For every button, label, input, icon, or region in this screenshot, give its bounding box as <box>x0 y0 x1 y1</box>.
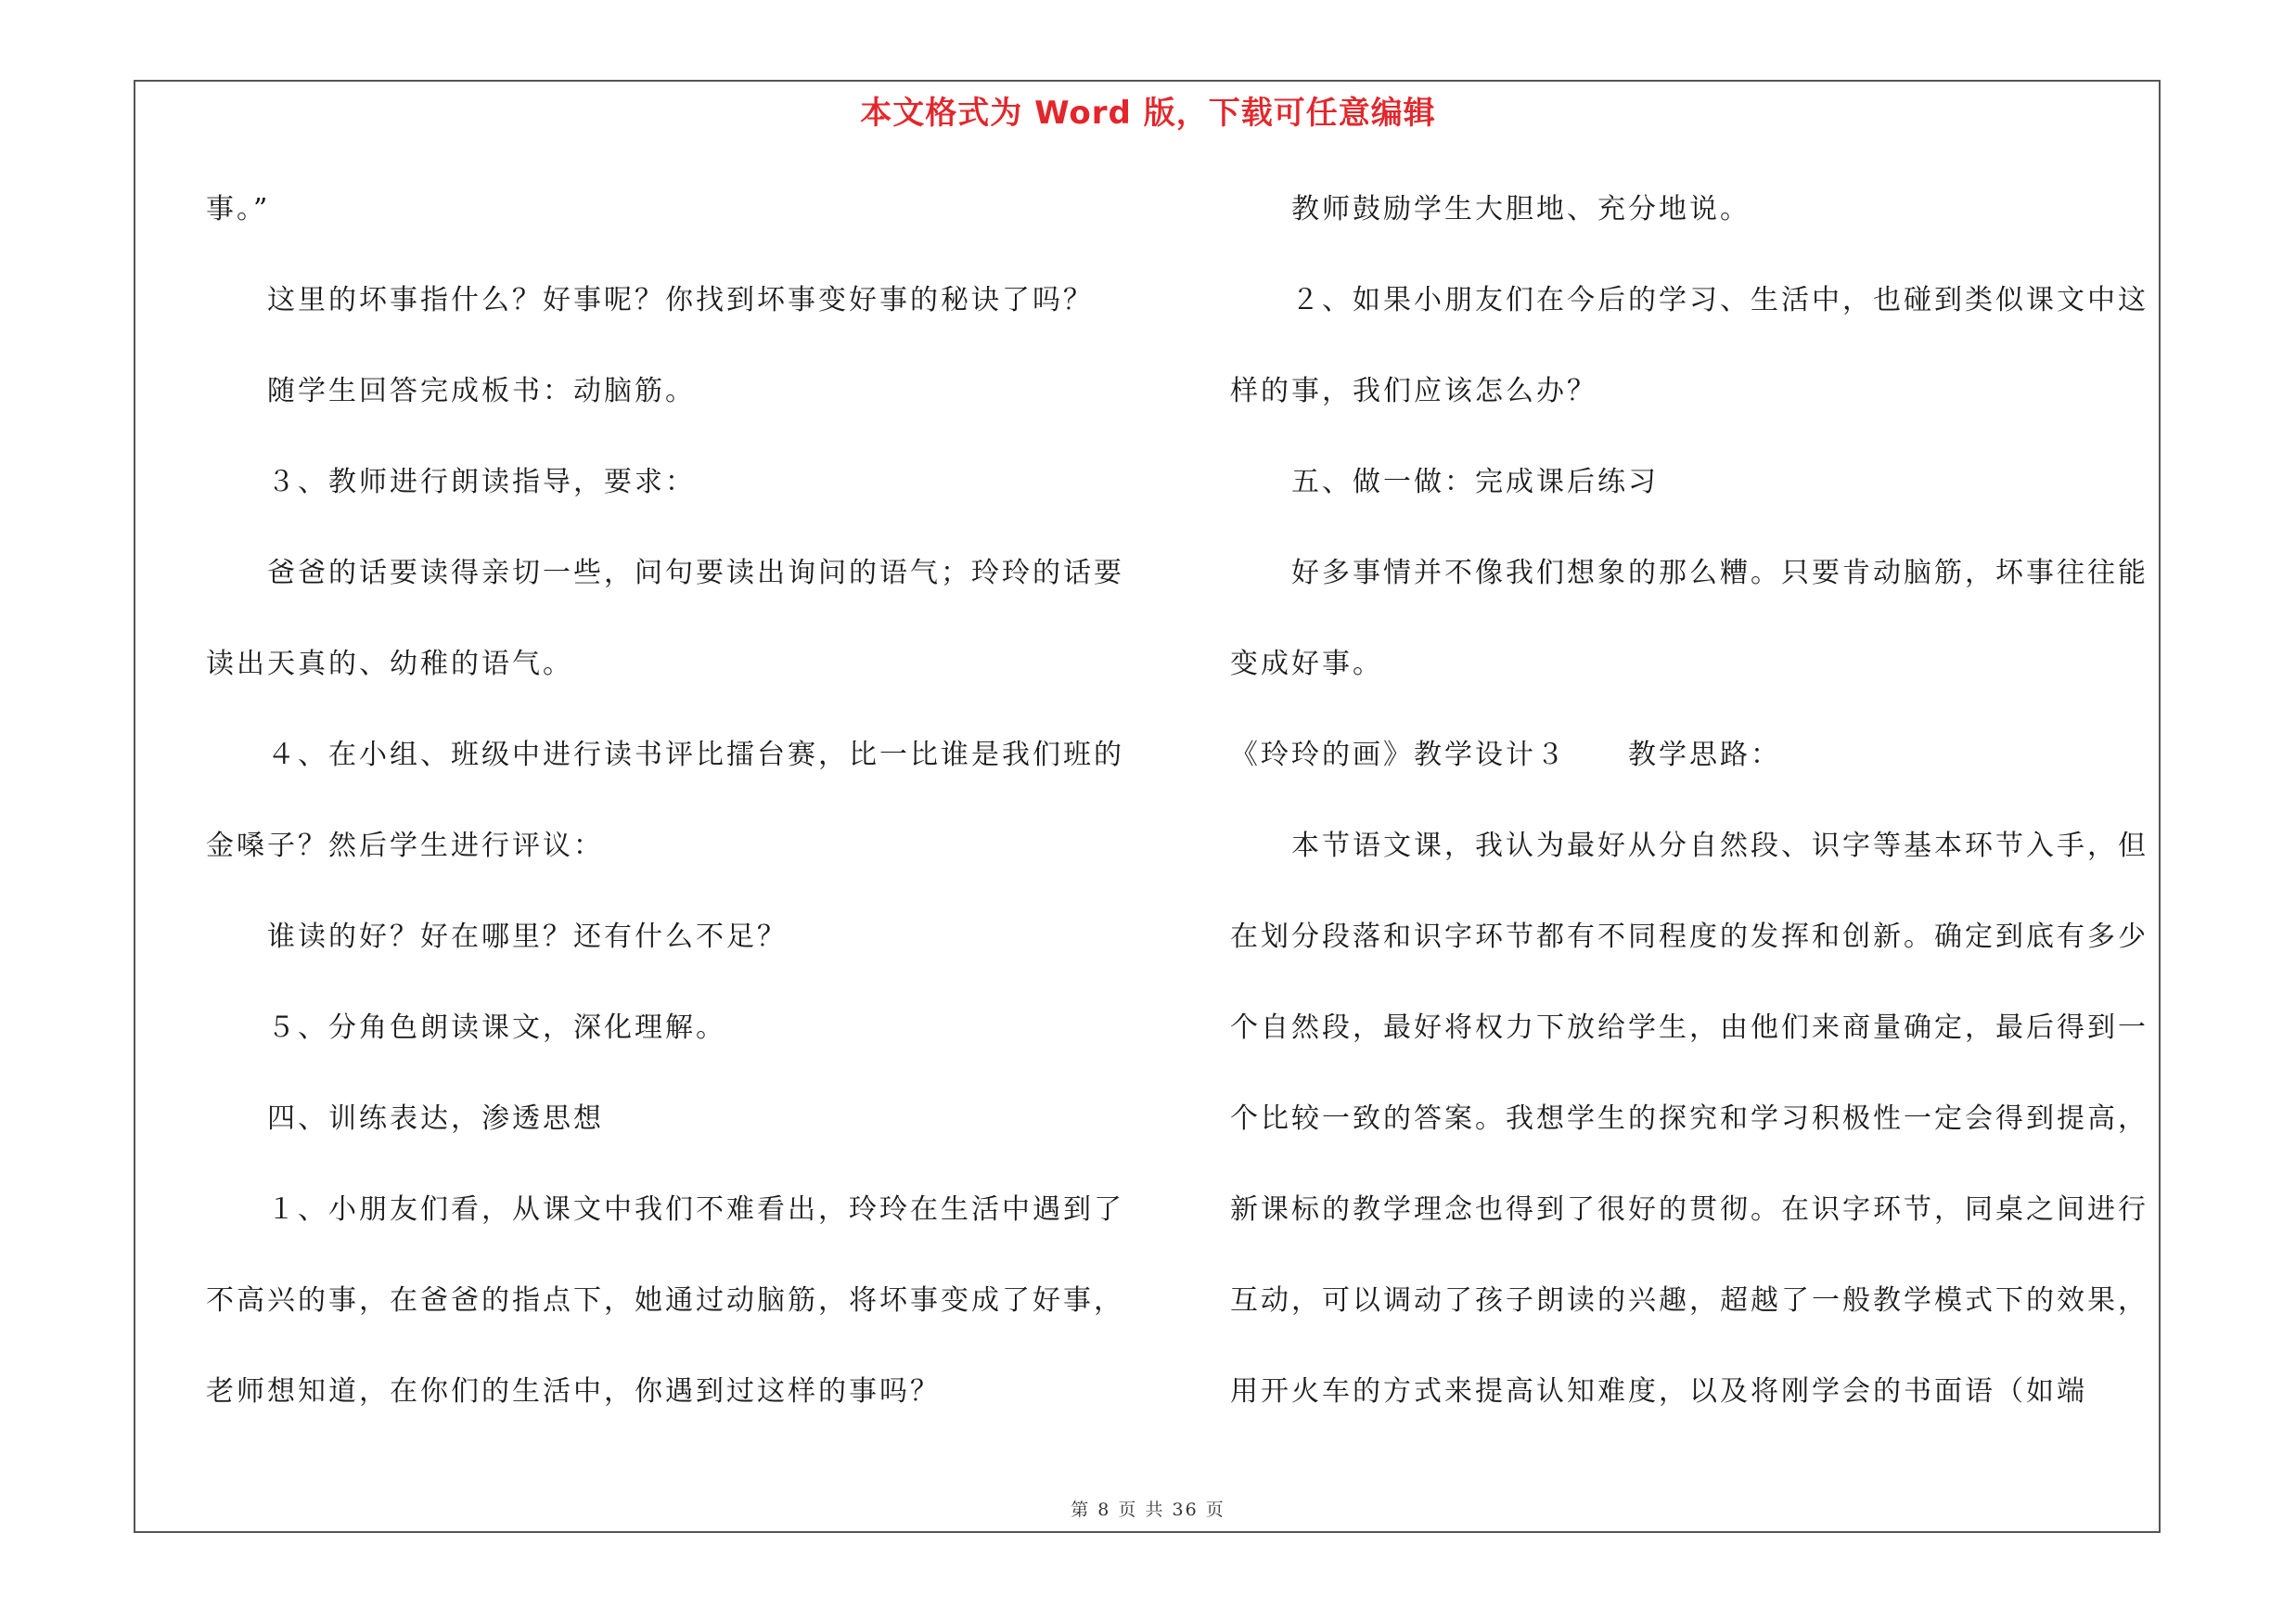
paragraph-line: 互动，可以调动了孩子朗读的兴趣，超越了一般教学模式下的效果， <box>1230 1284 2148 1317</box>
page-number-footer: 第 8 页 共 36 页 <box>1071 1500 1225 1520</box>
paragraph-line: 这里的坏事指什么？好事呢？你找到坏事变好事的秘诀了吗？ <box>267 284 1094 316</box>
paragraph-line: 个比较一致的答案。我想学生的探究和学习积极性一定会得到提高， <box>1230 1102 2148 1135</box>
paragraph-line: 个自然段，最好将权力下放给学生，由他们来商量确定，最后得到一 <box>1230 1011 2148 1044</box>
paragraph-line: 事。” <box>206 193 271 225</box>
section-heading: 五、做一做：完成课后练习 <box>1291 466 1659 498</box>
paragraph-line: 样的事，我们应该怎么办？ <box>1230 375 1597 407</box>
paragraph-line: 不高兴的事，在爸爸的指点下，她通过动脑筋，将坏事变成了好事， <box>206 1284 1124 1317</box>
paragraph-line: 本节语文课，我认为最好从分自然段、识字等基本环节入手，但 <box>1291 830 2148 862</box>
paragraph-line: 谁读的好？好在哪里？还有什么不足？ <box>267 921 788 953</box>
paragraph-line: 在划分段落和识字环节都有不同程度的发挥和创新。确定到底有多少 <box>1230 921 2148 953</box>
paragraph-line: 变成好事。 <box>1230 648 1383 680</box>
paragraph-line: ５、分角色朗读课文，深化理解。 <box>267 1011 726 1044</box>
editable-format-banner: 本文格式为 Word 版，下载可任意编辑 <box>860 95 1436 132</box>
paragraph-line: 好多事情并不像我们想象的那么糟。只要肯动脑筋，坏事往往能 <box>1291 557 2148 589</box>
paragraph-line: ３、教师进行朗读指导，要求： <box>267 466 696 498</box>
paragraph-line: 用开火车的方式来提高认知难度，以及将刚学会的书面语（如端 <box>1230 1375 2087 1408</box>
section-heading: 四、训练表达，渗透思想 <box>267 1102 604 1135</box>
paragraph-line: 金嗓子？然后学生进行评议： <box>206 830 604 862</box>
paragraph-line: 读出天真的、幼稚的语气。 <box>206 648 573 680</box>
paragraph-line: 教师鼓励学生大胆地、充分地说。 <box>1291 193 1751 225</box>
paragraph-line: 老师想知道，在你们的生活中，你遇到过这样的事吗？ <box>206 1375 941 1408</box>
paragraph-line: １、小朋友们看，从课文中我们不难看出，玲玲在生活中遇到了 <box>267 1193 1124 1226</box>
paragraph-line: ２、如果小朋友们在今后的学习、生活中，也碰到类似课文中这 <box>1291 284 2148 316</box>
paragraph-line: 随学生回答完成板书：动脑筋。 <box>267 375 696 407</box>
paragraph-line: 爸爸的话要读得亲切一些，问句要读出询问的语气；玲玲的话要 <box>267 557 1124 589</box>
document-title-line: 《玲玲的画》教学设计３ 教学思路： <box>1230 739 1781 771</box>
paragraph-line: ４、在小组、班级中进行读书评比擂台赛，比一比谁是我们班的 <box>267 739 1124 771</box>
paragraph-line: 新课标的教学理念也得到了很好的贯彻。在识字环节，同桌之间进行 <box>1230 1193 2148 1226</box>
